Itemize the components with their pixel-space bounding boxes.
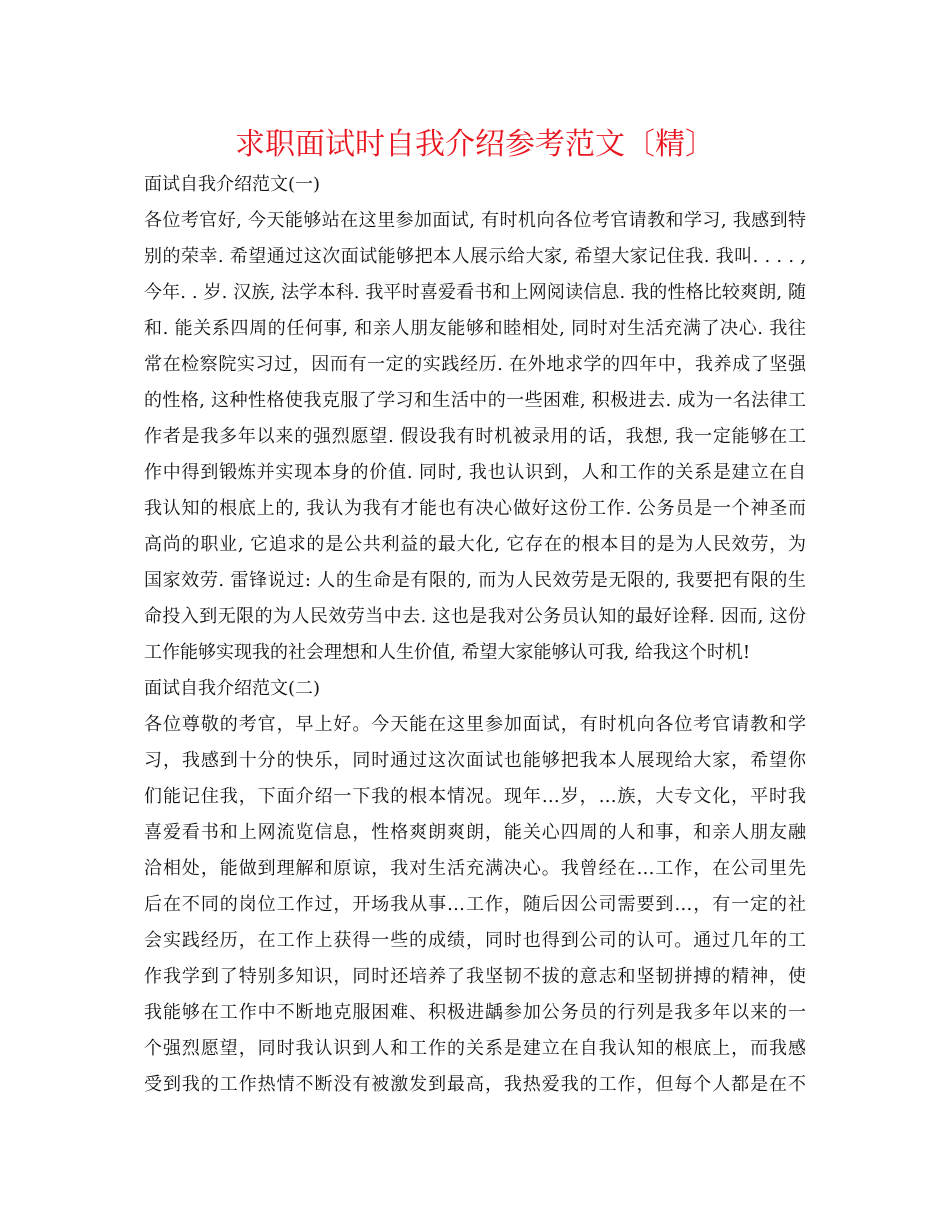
paragraph-line: 后在不同的岗位工作过，开场我从事…工作，随后因公司需要到…，有一定的社 <box>144 894 806 915</box>
paragraph-line: 习，我感到十分的快乐，同时通过这次面试也能够把我本人展现给大家，希望你 <box>144 750 806 771</box>
document-title: 求职面试时自我介绍参考范文〔精〕 <box>235 127 715 162</box>
paragraph-line: 别的荣幸. 希望通过这次面试能够把本人展示给大家, 希望大家记住我. 我叫. . . . , <box>144 246 806 267</box>
paragraph-line: 高尚的职业, 它追求的是公共利益的最大化, 它存在的根本目的是为人民效劳，为 <box>144 534 806 555</box>
paragraph-line: 洽相处，能做到理解和原谅，我对生活充满决心。我曾经在…工作，在公司里先 <box>144 858 806 879</box>
paragraph-line: 今年. . 岁. 汉族, 法学本科. 我平时喜爱看书和上网阅读信息. 我的性格比较爽朗, 随 <box>144 282 806 303</box>
paragraph-line: 作中得到锻炼并实现本身的价值. 同时, 我也认识到，人和工作的关系是建立在自 <box>144 462 806 483</box>
paragraph-line: 常在检察院实习过，因而有一定的实践经历. 在外地求学的四年中，我养成了坚强 <box>144 354 806 375</box>
paragraph-line: 我能够在工作中不断地克服困难、积极进龋参加公务员的行列是我多年以来的一 <box>144 1002 806 1023</box>
paragraph-line: 各位考官好, 今天能够站在这里参加面试, 有时机向各位考官请教和学习, 我感到特 <box>144 210 806 231</box>
paragraph-line: 个强烈愿望，同时我认识到人和工作的关系是建立在自我认知的根底上，而我感 <box>144 1038 806 1059</box>
paragraph-line: 受到我的工作热情不断没有被激发到最高，我热爱我的工作，但每个人都是在不 <box>144 1074 806 1095</box>
section-heading: 面试自我介绍范文(二) <box>144 678 321 699</box>
paragraph-line: 会实践经历，在工作上获得一些的成绩，同时也得到公司的认可。通过几年的工 <box>144 930 806 951</box>
paragraph-line: 各位尊敬的考官，早上好。今天能在这里参加面试，有时机向各位考官请教和学 <box>144 714 806 735</box>
paragraph-line: 和. 能关系四周的任何事, 和亲人朋友能够和睦相处, 同时对生活充满了决心. 我往 <box>144 318 806 339</box>
paragraph-line: 工作能够实现我的社会理想和人生价值, 希望大家能够认可我, 给我这个时机! <box>144 642 751 663</box>
paragraph-line: 作者是我多年以来的强烈愿望. 假设我有时机被录用的话，我想, 我一定能够在工 <box>144 426 806 447</box>
paragraph-line: 作我学到了特别多知识，同时还培养了我坚韧不拔的意志和坚韧拼搏的精神，使 <box>144 966 806 987</box>
paragraph-line: 命投入到无限的为人民效劳当中去. 这也是我对公务员认知的最好诠释. 因而, 这份 <box>144 606 806 627</box>
paragraph-line: 国家效劳. 雷锋说过: 人的生命是有限的, 而为人民效劳是无限的, 我要把有限的生 <box>144 570 806 591</box>
section-heading: 面试自我介绍范文(一) <box>144 174 321 195</box>
paragraph-line: 们能记住我，下面介绍一下我的根本情况。现年…岁，…族，大专文化，平时我 <box>144 786 806 807</box>
paragraph-line: 喜爱看书和上网流览信息，性格爽朗爽朗，能关心四周的人和事，和亲人朋友融 <box>144 822 806 843</box>
paragraph-line: 的性格, 这种性格使我克服了学习和生活中的一些困难, 积极进去. 成为一名法律工 <box>144 390 806 411</box>
paragraph-line: 我认知的根底上的, 我认为我有才能也有决心做好这份工作. 公务员是一个神圣而 <box>144 498 806 519</box>
